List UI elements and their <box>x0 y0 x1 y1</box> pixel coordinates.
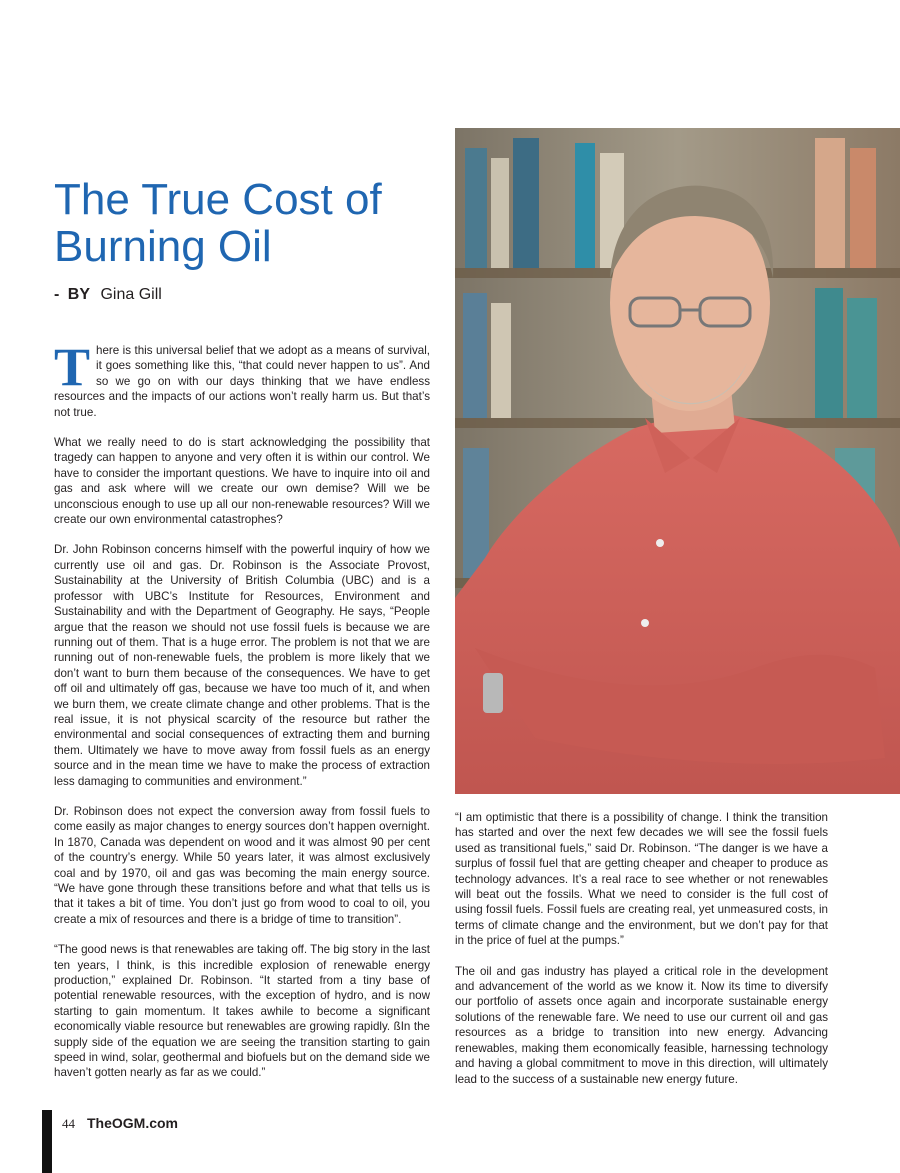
paragraph-2: What we really need to do is start acknowledging the possibility that tragedy can happen to anyone and very often it is within our control. We have to consider the important questions. We have to inquire into oil and gas and ask where will we create our own demise? Will we be unconscious enough to use up all our non-renewable resources? Will we create our own environmental catastrophes? <box>54 436 430 527</box>
article-left-column <box>54 337 430 1096</box>
byline-author: Gina Gill <box>100 286 162 303</box>
portrait-photo <box>455 128 900 794</box>
paragraph-7: The oil and gas industry has played a critical role in the development and advancement of the world as we know it. Now its time to diversify our portfolio of assets once again and incorporate sustainable energy solutions of the renewable fare. We need to use our current oil and gas resources as a bridge to transition into new energy. Advancing renewables, making them economically feasible, harnessing technology and having a global commitment to move in this direction, will ultimately lead to the success of a sustainable new energy future. <box>455 964 828 1086</box>
paragraph-1-text: here is this universal belief that we adopt as a means of survival, it goes something like this, “that could never happen to us”. And so we go on with our days thinking that we have endless resources and the impacts of our actions won’t really harm us. But that’s not true. <box>54 344 430 419</box>
article-right-column <box>455 810 828 1102</box>
drop-cap: T <box>54 337 91 397</box>
footer-bar <box>42 1110 52 1173</box>
paragraph-4: Dr. Robinson does not expect the conversion away from fossil fuels to come easily as major changes to energy sources don’t happen overnight. In 1870, Canada was dependent on wood and it was almost 90 per cent of the country’s energy. While 50 years later, it was almost exclusively coal and by 1970, oil and gas was becoming the main energy source. “We have gone through these transitions before and what that tells us is that it takes a bit of time. You don’t just go from wood to coal to oil, you create a mix of resources and there is a bridge of time to transition”. <box>54 804 430 926</box>
site-name: TheOGM.com <box>87 1115 179 1131</box>
byline-by-label: BY <box>67 286 91 303</box>
portrait-illustration <box>455 128 900 794</box>
article-title: The True Cost of Burning Oil <box>54 175 382 271</box>
byline-dash: - <box>54 286 60 303</box>
paragraph-3: Dr. John Robinson concerns himself with the powerful inquiry of how we currently use oil and gas. Dr. Robinson is the Associate Provost, Sustainability at the University of British Columbia (UBC) and is a professor with UBC’s Institute for Resources, Environment and Sustainability and with the Department of Geography. He says, “People argue that the reason we should not use fossil fuels is because we are running out of them. That is a huge error. The problem is not that we are running out of non-renewable fuels, the problem is more likely that we don’t want to burn them because of the consequences. We have to get off oil and ultimately off gas, because we have too much of it, and when we burn them, we create climate change and other problems. That is the real issue, it is not physical scarcity of the resource but rather the environmental and social consequences of extracting them and burning them. Ultimately we have to move away from fossil fuels as an energy source and in the mean time we have to make the process of extraction less damaging to communities and environment.” <box>54 543 430 788</box>
paragraph-1 <box>54 337 430 420</box>
byline <box>54 286 162 304</box>
paragraph-6: “I am optimistic that there is a possibility of change. I think the transition has started and over the next few decades we will see the fossil fuels used as transitional fuels,” said Dr. Robinson. “The danger is we have a surplus of fossil fuel that are getting cheaper and cheaper to produce as technology advances. It’s a real race to see whether or not renewables will beat out the fossils. What we need to consider is the full cost of using fossil fuels. Fossil fuels are creating real, yet unmeasured costs, in terms of climate change and the environment, but we don’t pay for that in the price of fuel at the pumps.” <box>455 811 828 948</box>
paragraph-5: “The good news is that renewables are taking off. The big story in the last ten years, I think, is this incredible explosion of renewable energy production,” explained Dr. Robinson. “It started from a tiny base of potential renewable resources, with the exception of hydro, and is now starting to gain momentum. It takes awhile to become a significant economically viable resource but renewables are growing rapidly. ßIn the supply side of the equation we are seeing the transition starting to gain speed in wind, solar, geothermal and biofuels but on the demand side we haven’t gotten nearly as far as we could.” <box>54 943 430 1080</box>
page-number: 44 <box>62 1116 75 1131</box>
